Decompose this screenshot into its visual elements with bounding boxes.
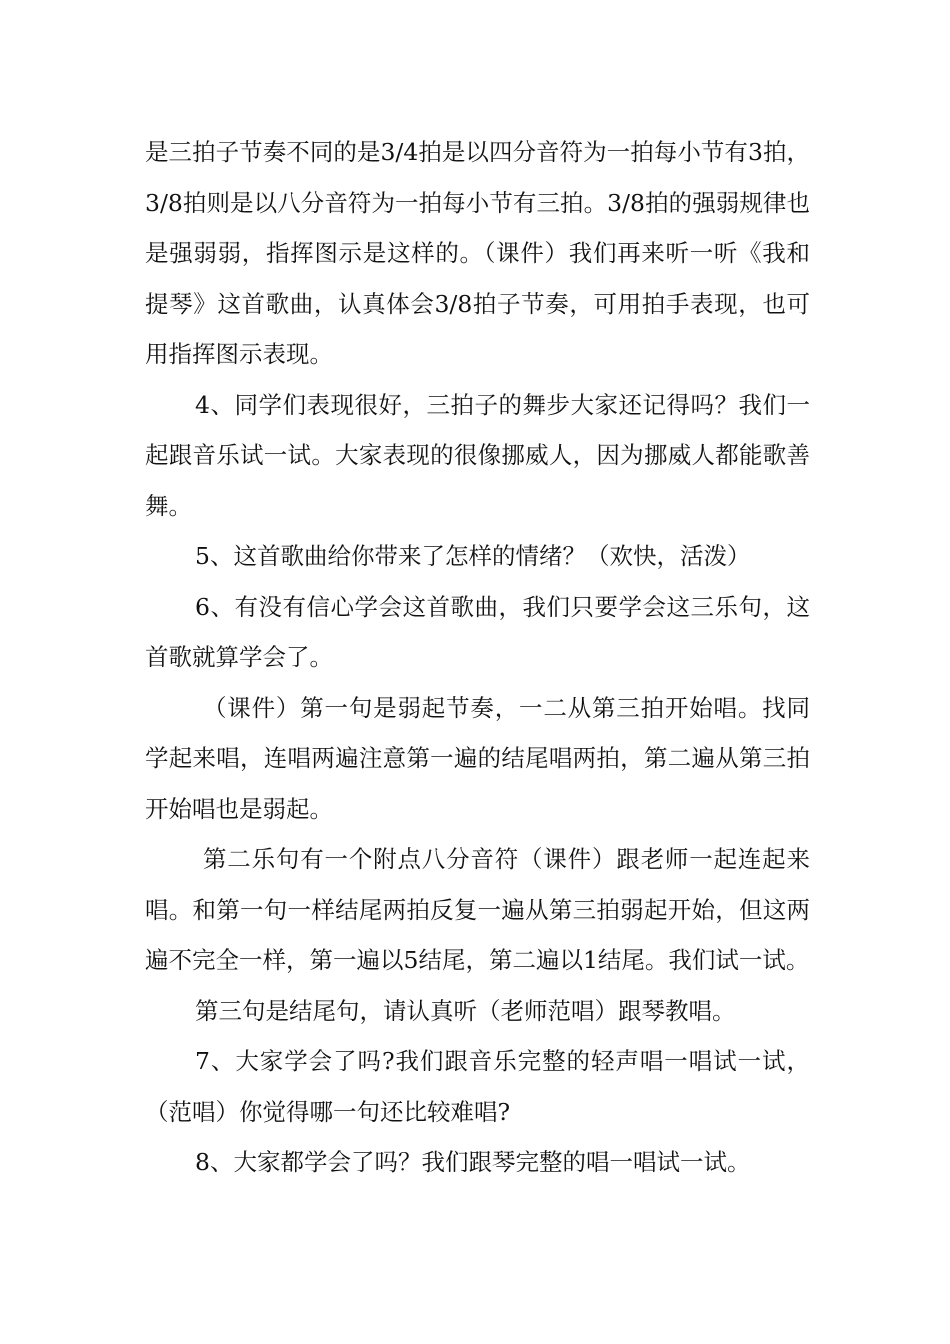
paragraph-4: 6、有没有信心学会这首歌曲，我们只要学会这三乐句，这首歌就算学会了。 — [145, 592, 810, 671]
paragraph-1: 是三拍子节奏不同的是3/4拍是以四分音符为一拍每小节有3拍，3/8拍则是以八分音符为一拍每小节有三拍。3/8拍的强弱规律也是强弱弱，指挥图示是这样的。（课件）我们再来听一听《我和提琴》这首歌曲，认真体会3/8拍子节奏，可用拍手表现，也可用指挥图示表现。 — [145, 138, 810, 368]
document-body — [145, 127, 810, 1188]
paragraph-3: 5、这首歌曲给你带来了怎样的情绪？（欢快，活泼） — [195, 542, 751, 570]
paragraph-2: 4、同学们表现很好，三拍子的舞步大家还记得吗？我们一起跟音乐试一试。大家表现的很像挪威人，因为挪威人都能歌善舞。 — [145, 390, 810, 520]
paragraph-9: 8、大家都学会了吗？我们跟琴完整的唱一唱试一试。 — [195, 1148, 751, 1176]
paragraph-7: 第三句是结尾句，请认真听（老师范唱）跟琴教唱。 — [195, 996, 736, 1025]
paragraph-8: 7、大家学会了吗?我们跟音乐完整的轻声唱一唱试一试，（范唱）你觉得哪一句还比较难唱? — [145, 1047, 810, 1126]
paragraph-6: 第二乐句有一个附点八分音符（课件）跟老师一起连起来唱。和第一句一样结尾两拍反复一遍从第三拍弱起开始，但这两遍不完全一样，第一遍以5结尾，第二遍以1结尾。我们试一试。 — [145, 845, 810, 974]
paragraph-5: （课件）第一句是弱起节奏，一二从第三拍开始唱。找同学起来唱，连唱两遍注意第一遍的结尾唱两拍，第二遍从第三拍开始唱也是弱起。 — [145, 693, 810, 823]
